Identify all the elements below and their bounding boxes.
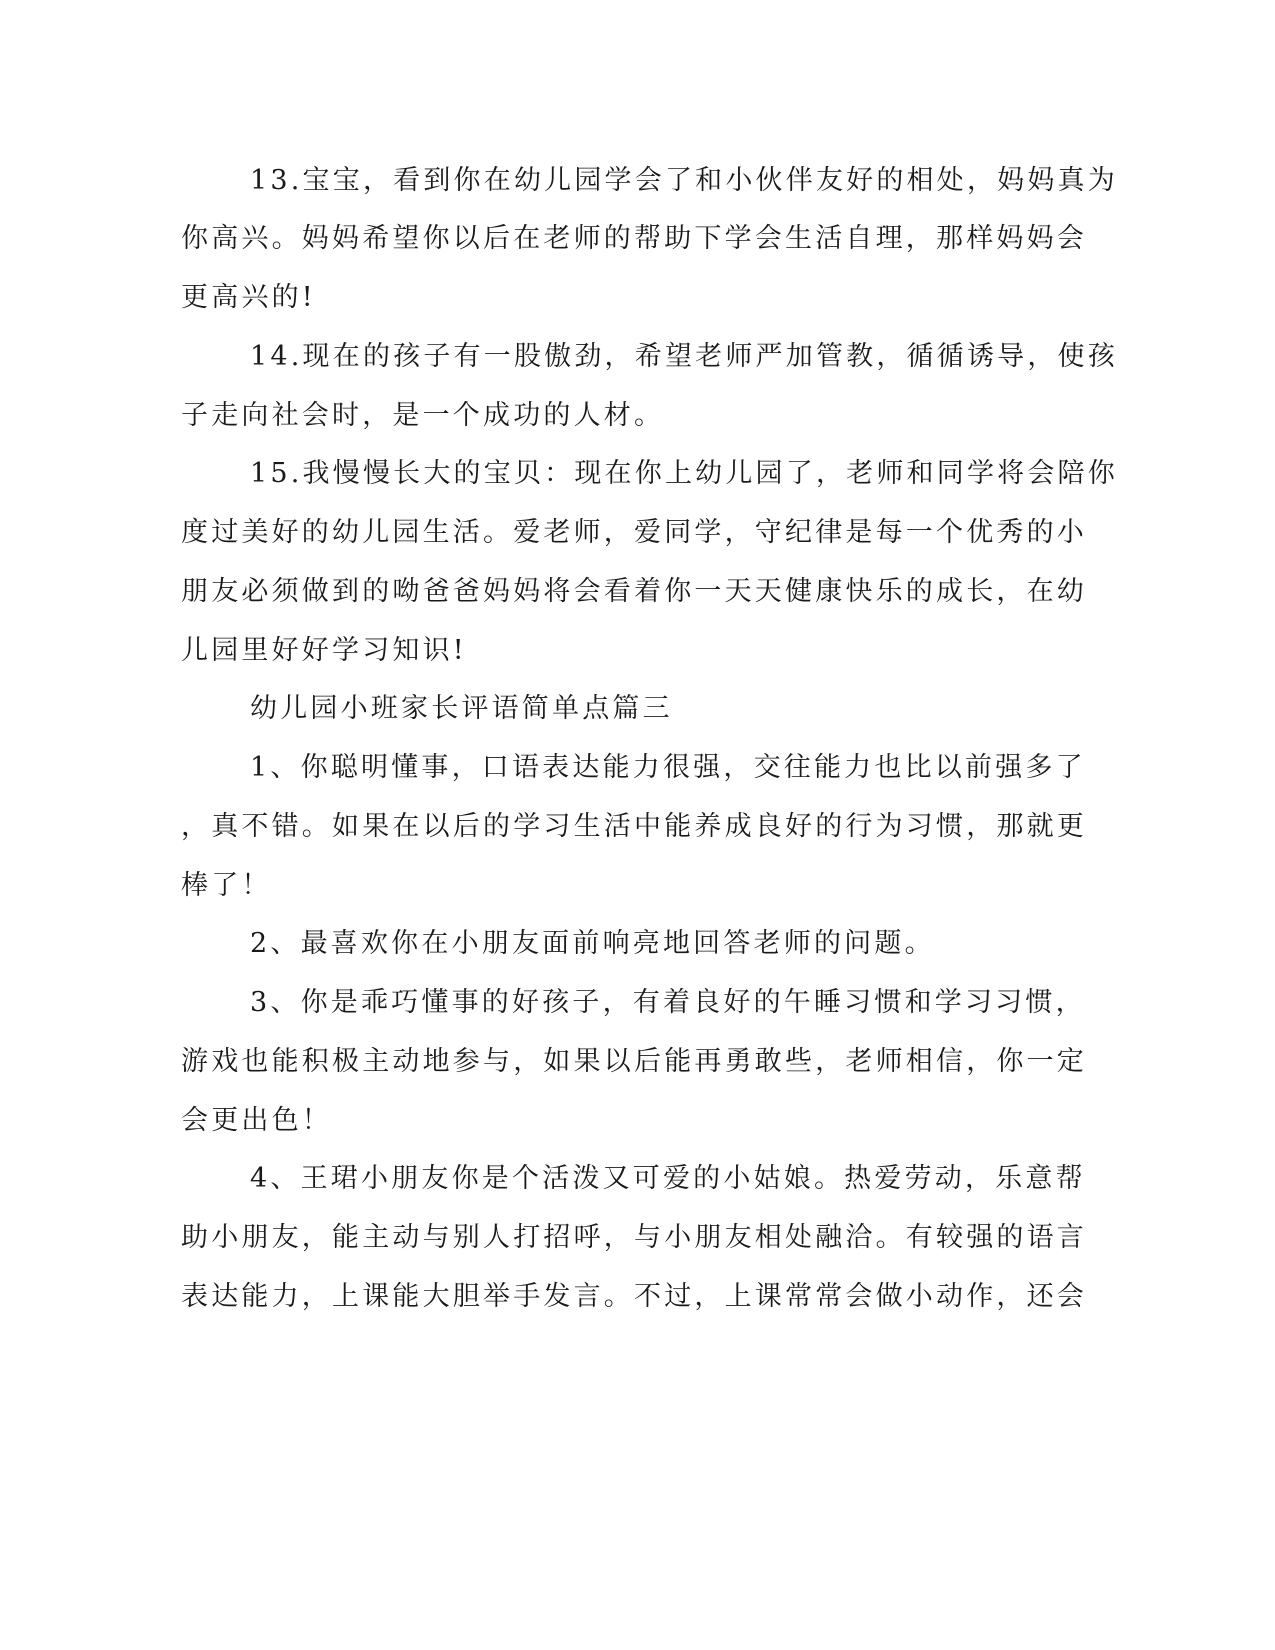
- item-2-line-1: 2、最喜欢你在小朋友面前响亮地回答老师的问题。: [250, 928, 935, 959]
- paragraph-14-line-2: 子走向社会时，是一个成功的人材。: [181, 400, 665, 431]
- paragraph-15-line-2: 度过美好的幼儿园生活。爱老师，爱同学，守纪律是每一个优秀的小: [181, 517, 1087, 548]
- paragraph-13-line-1: 13.宝宝，看到你在幼儿园学会了和小伙伴友好的相处，妈妈真为: [250, 165, 1118, 196]
- paragraph-15-line-4: 儿园里好好学习知识!: [181, 635, 467, 666]
- item-1-line-3: 棒了！: [181, 870, 272, 901]
- item-1-line-2: ，真不错。如果在以后的学习生活中能养成良好的行为习惯，那就更: [181, 811, 1087, 842]
- paragraph-15-line-1: 15.我慢慢长大的宝贝：现在你上幼儿园了，老师和同学将会陪你: [250, 458, 1118, 489]
- paragraph-13-line-3: 更高兴的!: [181, 282, 316, 313]
- paragraph-14-line-1: 14.现在的孩子有一股傲劲，希望老师严加管教，循循诱导，使孩: [250, 341, 1118, 372]
- item-4-line-1: 4、王珺小朋友你是个活泼又可爱的小姑娘。热爱劳动，乐意帮: [250, 1163, 1086, 1194]
- item-4-line-2: 助小朋友，能主动与别人打招呼，与小朋友相处融洽。有较强的语言: [181, 1222, 1087, 1253]
- item-3-line-2: 游戏也能积极主动地参与，如果以后能再勇敢些，老师相信，你一定: [181, 1046, 1087, 1077]
- item-4-line-3: 表达能力，上课能大胆举手发言。不过，上课常常会做小动作，还会: [181, 1281, 1087, 1312]
- paragraph-13-line-2: 你高兴。妈妈希望你以后在老师的帮助下学会生活自理，那样妈妈会: [181, 223, 1087, 254]
- section-heading: 幼儿园小班家长评语简单点篇三: [250, 693, 673, 724]
- paragraph-15-line-3: 朋友必须做到的呦爸爸妈妈将会看着你一天天健康快乐的成长，在幼: [181, 576, 1087, 607]
- item-3-line-1: 3、你是乖巧懂事的好孩子，有着良好的午睡习惯和学习习惯，: [250, 987, 1086, 1018]
- item-3-line-3: 会更出色！: [181, 1105, 332, 1136]
- item-1-line-1: 1、你聪明懂事，口语表达能力很强，交往能力也比以前强多了: [250, 752, 1086, 783]
